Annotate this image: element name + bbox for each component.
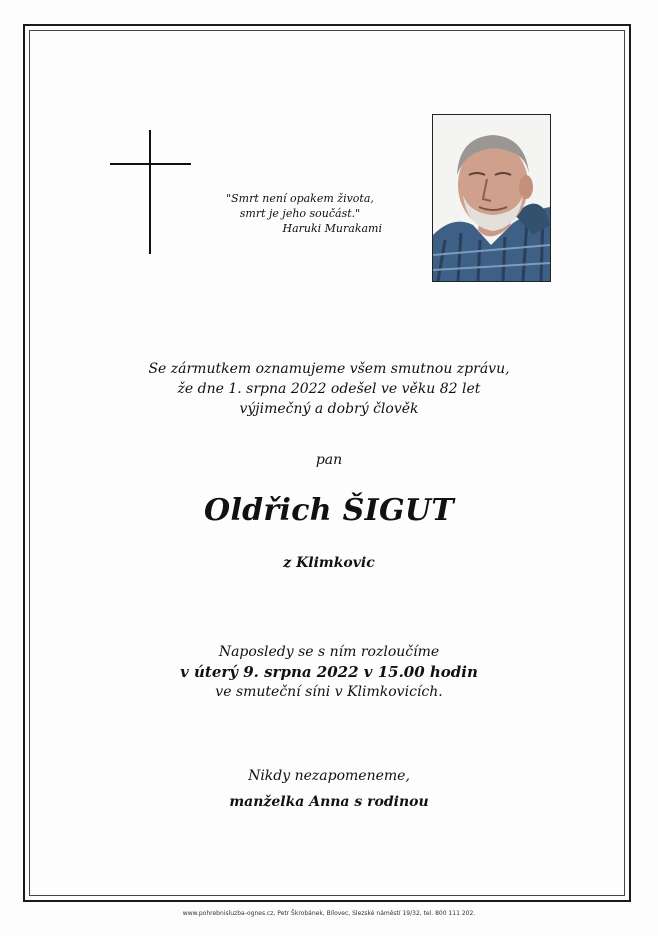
closing-line-1: Nikdy nezapomeneme, bbox=[248, 768, 410, 784]
farewell-date-time: v úterý 9. srpna 2022 v 15.00 hodin bbox=[180, 663, 478, 681]
quote bbox=[200, 191, 400, 236]
title-prefix: pan bbox=[315, 452, 343, 468]
quote-author: Haruki Murakami bbox=[282, 222, 382, 235]
intro-line-3: výjimečný a dobrý člověk bbox=[239, 401, 419, 417]
farewell-place: ve smuteční síni v Klimkovicích. bbox=[215, 684, 443, 700]
quote-line-2: smrt je jeho součást." bbox=[239, 207, 361, 220]
farewell-info bbox=[0, 642, 658, 702]
intro-line-1: Se zármutkem oznamujeme všem smutnou zprávu, bbox=[148, 361, 510, 377]
quote-line-1: "Smrt není opakem života, bbox=[226, 192, 374, 205]
closing bbox=[0, 763, 658, 815]
deceased-name: Oldřich ŠIGUT bbox=[204, 493, 454, 528]
origin: z Klimkovic bbox=[283, 555, 375, 571]
footer-contact: www.pohrebnisluzba-ognes.cz, Petr Škrobánek, Bílovec, Slezské náměstí 19/32, tel. 800 111 202. bbox=[182, 910, 476, 917]
farewell-line-1: Naposledy se s ním rozloučíme bbox=[218, 644, 440, 660]
portrait-photo bbox=[432, 114, 551, 282]
announcement-intro bbox=[0, 359, 658, 419]
cross-icon-vertical bbox=[149, 130, 151, 254]
intro-line-2: že dne 1. srpna 2022 odešel ve věku 82 let bbox=[177, 381, 481, 397]
cross-icon-horizontal bbox=[110, 163, 191, 165]
portrait-image bbox=[433, 115, 550, 281]
closing-signature: manželka Anna s rodinou bbox=[229, 794, 429, 810]
